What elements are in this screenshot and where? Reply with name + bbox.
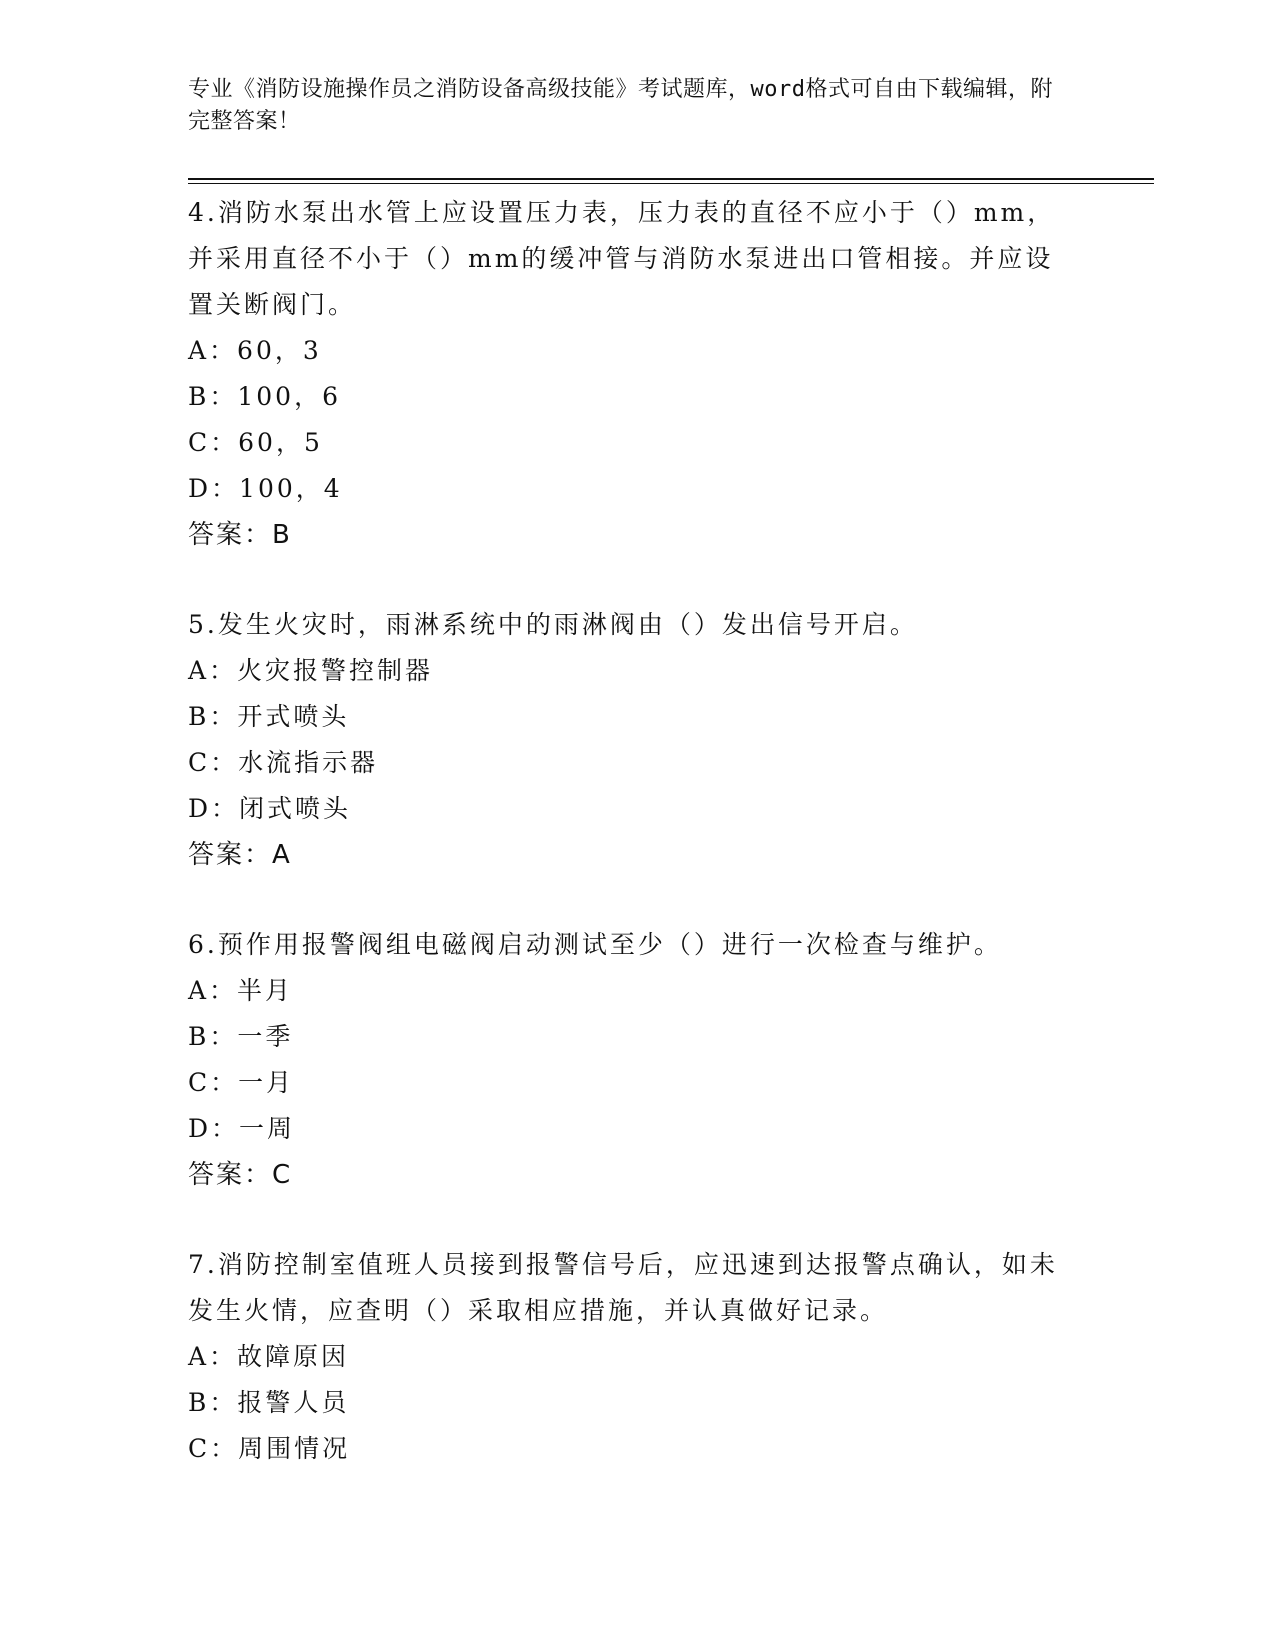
question-stem: 6.预作用报警阀组电磁阀启动测试至少（）进行一次检查与维护。 <box>188 930 1002 959</box>
option-c: C：60，5 <box>188 428 323 457</box>
question-list <box>188 190 1068 1516</box>
option-a: A：半月 <box>188 976 294 1005</box>
option-b: B：100，6 <box>188 382 341 411</box>
answer-line: 答案：A <box>188 840 292 870</box>
option-c: C：水流指示器 <box>188 748 379 777</box>
document-header: 专业《消防设施操作员之消防设备高级技能》考试题库，word格式可自由下载编辑，附完整答案！ <box>188 77 1053 134</box>
option-a: A：60，3 <box>188 336 322 365</box>
question-5 <box>188 602 1068 878</box>
header-divider-thin <box>188 183 1154 184</box>
question-4 <box>188 190 1068 558</box>
option-c: C：一月 <box>188 1068 295 1097</box>
question-stem: 5.发生火灾时，雨淋系统中的雨淋阀由（）发出信号开启。 <box>188 610 918 639</box>
option-a: A：火灾报警控制器 <box>188 656 434 685</box>
option-b: B：一季 <box>188 1022 294 1051</box>
option-d: D：闭式喷头 <box>188 794 352 823</box>
header-divider-thick <box>188 178 1154 180</box>
question-stem: 4.消防水泵出水管上应设置压力表，压力表的直径不应小于（）mm，并采用直径不小于（）mm的缓冲管与消防水泵进出口管相接。并应设置关断阀门。 <box>188 198 1056 319</box>
question-7 <box>188 1242 1068 1472</box>
option-b: B：开式喷头 <box>188 702 350 731</box>
option-d: D：100，4 <box>188 474 343 503</box>
answer-line: 答案：B <box>188 520 292 550</box>
option-b: B：报警人员 <box>188 1388 350 1417</box>
question-6 <box>188 922 1068 1198</box>
option-d: D：一周 <box>188 1114 296 1143</box>
answer-line: 答案：C <box>188 1160 293 1190</box>
question-stem: 7.消防控制室值班人员接到报警信号后，应迅速到达报警点确认，如未发生火情，应查明（）采取相应措施，并认真做好记录。 <box>188 1250 1058 1325</box>
option-a: A：故障原因 <box>188 1342 350 1371</box>
option-c: C：周围情况 <box>188 1434 351 1463</box>
